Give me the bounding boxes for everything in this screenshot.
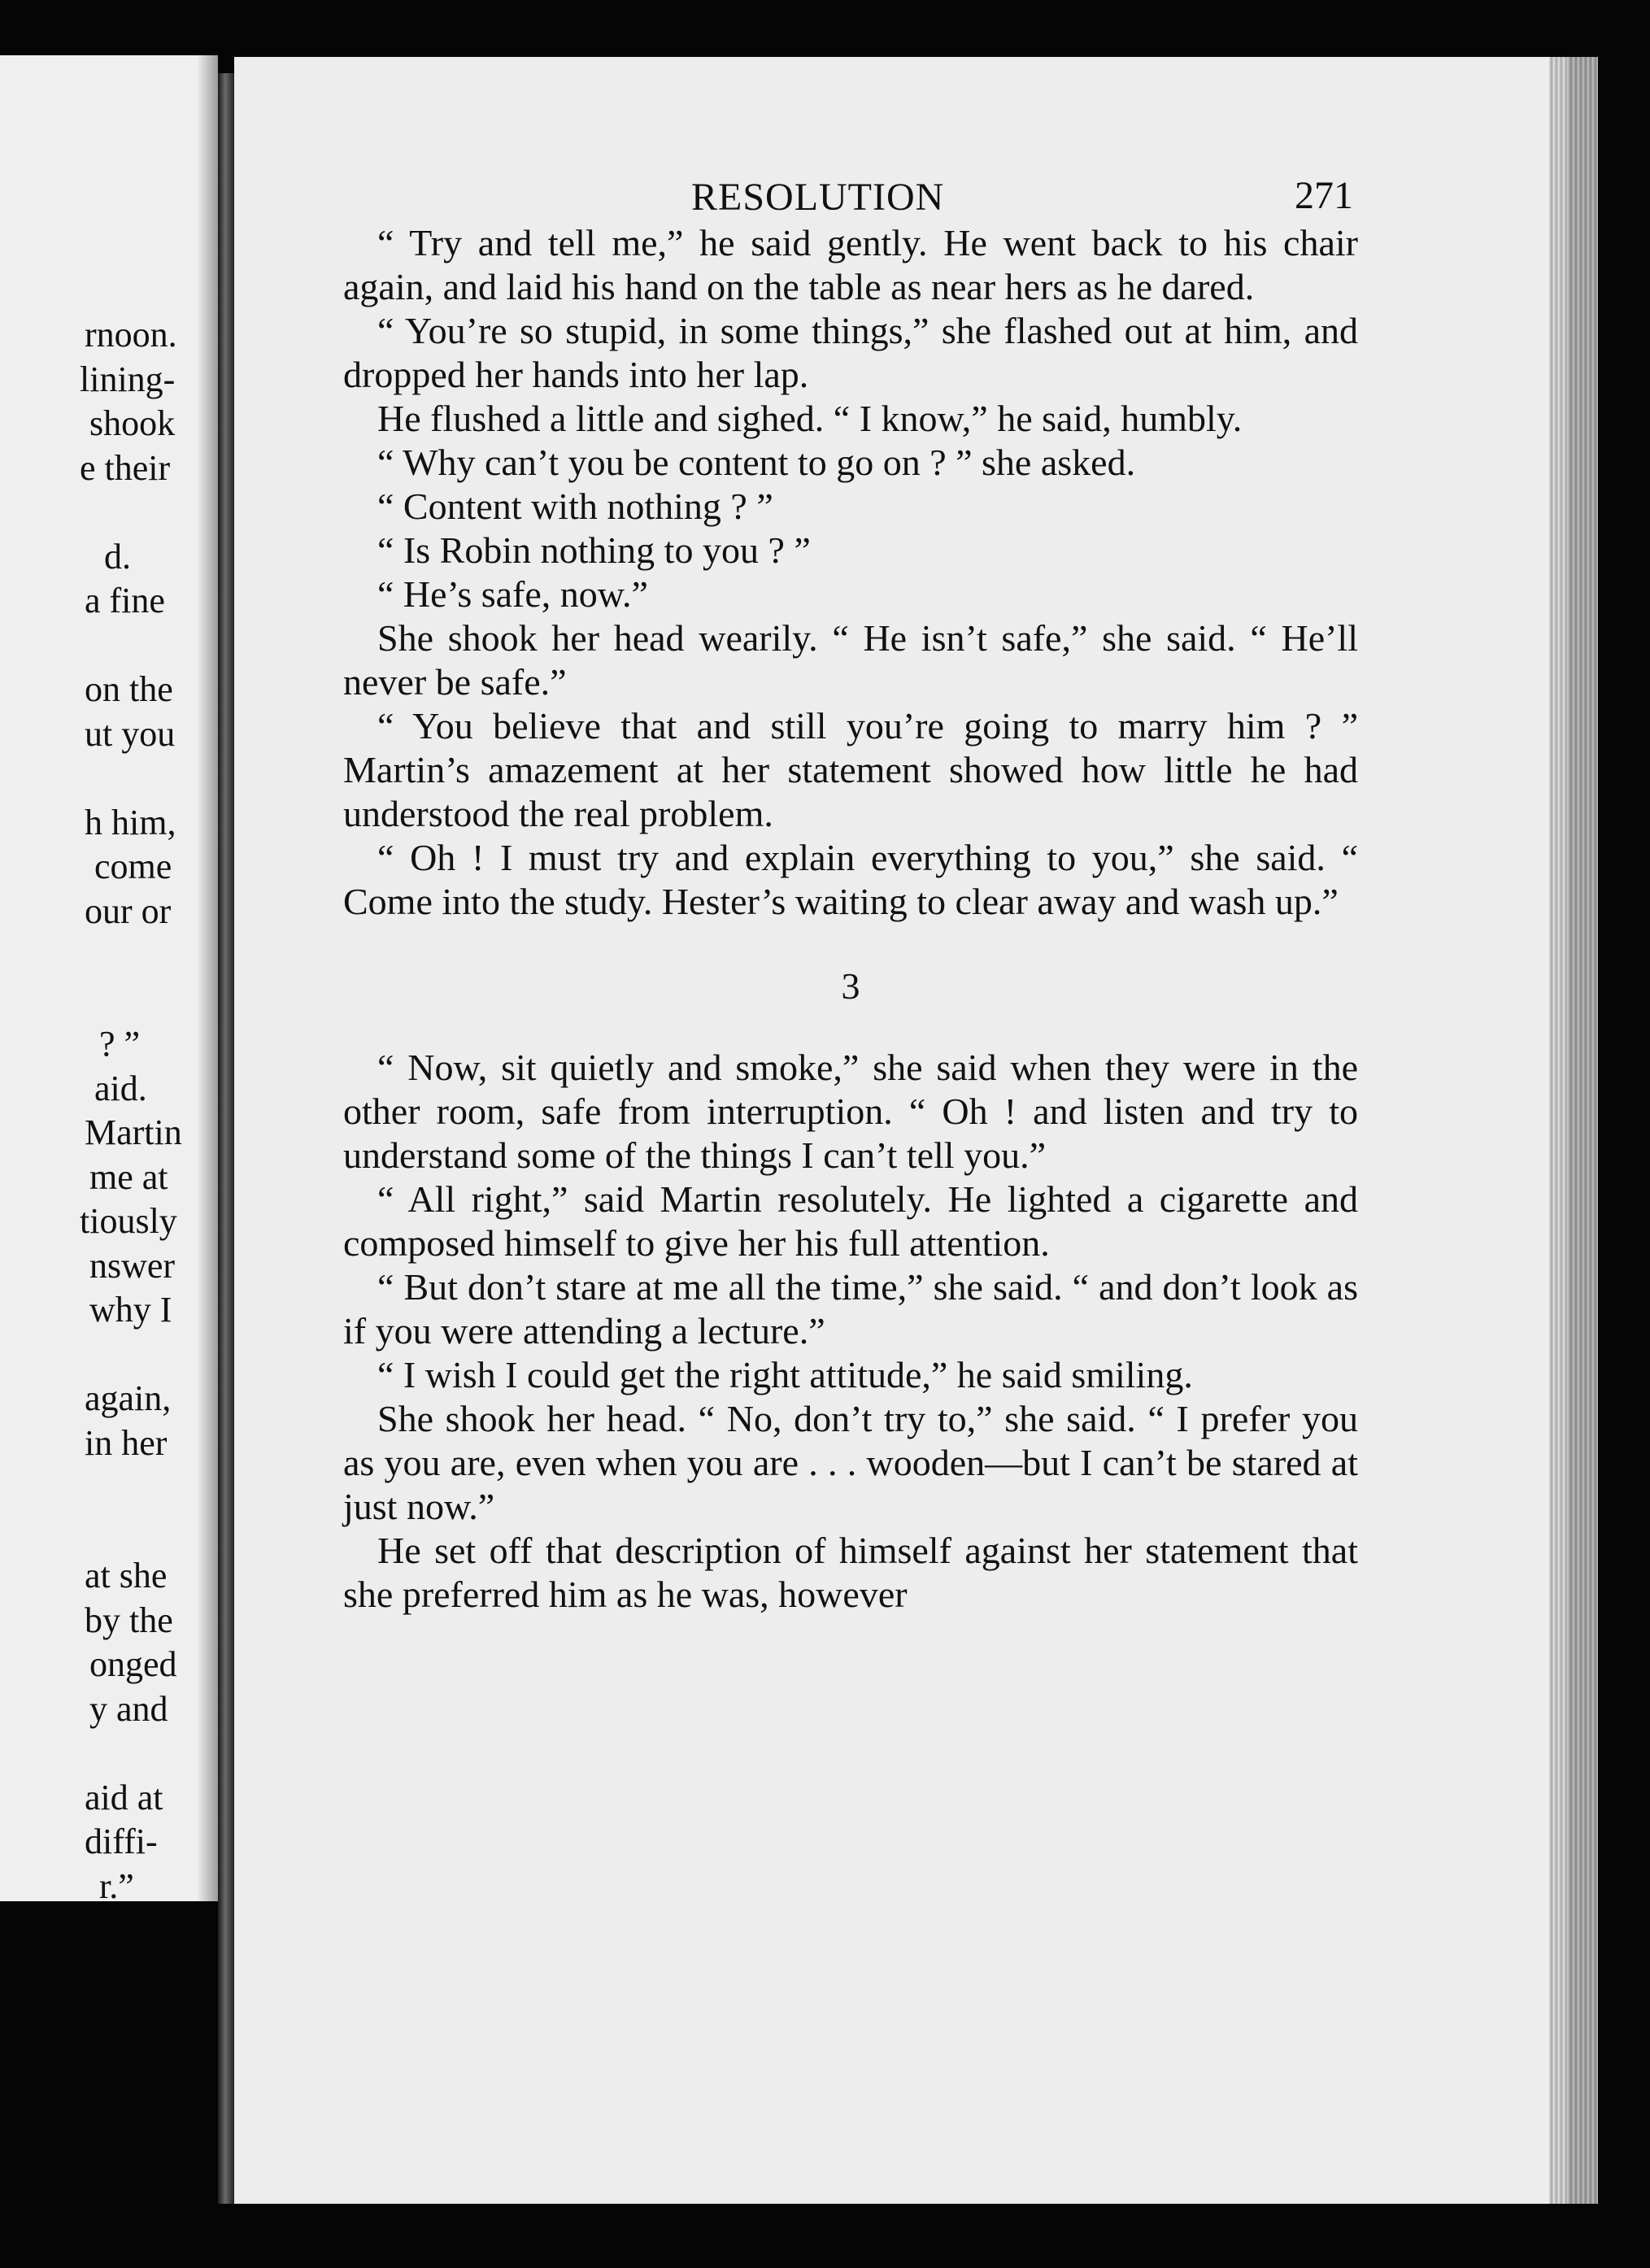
previous-page-line: by the (85, 1600, 173, 1640)
paragraph: “ Is Robin nothing to you ? ” (377, 529, 811, 571)
previous-page-line: lining- (80, 359, 176, 399)
paragraph: He set off that description of himself against her statement that she preferred him as he was, however (343, 1530, 1358, 1615)
paragraph: She shook her head wearily. “ He isn’t safe,” she said. “ He’ll never be safe.” (343, 617, 1358, 703)
previous-page-line: d. (104, 536, 131, 577)
previous-page-line: r.” (99, 1865, 134, 1901)
paragraph: “ You’re so stupid, in some things,” she flashed out at him, and dropped her hands into her lap. (343, 310, 1358, 395)
paragraph: “ Oh ! I must try and explain everything to you,” she said. “ Come into the study. Hester’s waiting to clear away and wash up.” (343, 837, 1358, 922)
previous-page-line: rnoon. (85, 315, 177, 355)
paragraph: “ All right,” said Martin resolutely. He lighted a cigarette and composed himself to give her his full attention. (343, 1178, 1358, 1264)
previous-page-line: ut you (85, 713, 176, 754)
previous-page-line: on the (85, 669, 173, 709)
previous-page-line: Martin (85, 1112, 182, 1152)
previous-page-line: in her (85, 1422, 168, 1463)
paragraph: “ But don’t stare at me all the time,” she said. “ and don’t look as if you were attending a lecture.” (343, 1266, 1358, 1352)
previous-page-line: aid at (85, 1777, 163, 1817)
paragraphs-before-break (343, 221, 1358, 924)
paragraph: “ Now, sit quietly and smoke,” she said when they were in the other room, safe from interruption. “ Oh ! and listen and try to understand some of the things I can’t tell you.” (343, 1047, 1358, 1176)
previous-page-line: h him, (85, 802, 176, 842)
previous-page-line: y and (89, 1688, 168, 1729)
paragraph: “ Content with nothing ? ” (377, 485, 773, 527)
paragraph: “ You believe that and still you’re going to marry him ? ” Martin’s amazement at her statement showed how little he had understood the real problem. (343, 705, 1358, 834)
section-number: 3 (841, 965, 860, 1007)
previous-page-line: again, (85, 1378, 172, 1418)
previous-page-line: aid. (94, 1068, 147, 1108)
previous-page-line: e their (80, 447, 171, 488)
previous-page-line: our or (85, 890, 172, 931)
gutter-shadow (197, 55, 218, 1901)
previous-page-line: me at (89, 1156, 168, 1197)
running-title: RESOLUTION (691, 176, 945, 219)
previous-page (0, 55, 218, 1901)
paragraph: “ Try and tell me,” he said gently. He went back to his chair again, and laid his hand on the table as near hers as he dared. (343, 222, 1358, 307)
paragraph: He flushed a little and sighed. “ I know,” he said, humbly. (377, 398, 1243, 439)
paragraph: She shook her head. “ No, don’t try to,” she said. “ I prefer you as you are, even when you are . . . wooden—but I can’t be stared at just now.” (343, 1398, 1358, 1527)
page-edges (1549, 57, 1598, 2204)
previous-page-line: at she (85, 1556, 168, 1595)
previous-page-line: tiously (80, 1201, 177, 1241)
previous-page-line: why I (89, 1290, 172, 1330)
paragraph: “ I wish I could get the right attitude,” he said smiling. (377, 1354, 1193, 1395)
paragraph: “ Why can’t you be content to go on ? ” she asked. (377, 442, 1136, 483)
previous-page-line: shook (89, 403, 176, 443)
body-text (343, 221, 1358, 1617)
paragraphs-after-break (343, 1046, 1358, 1617)
previous-page-line: come (94, 847, 172, 886)
previous-page-line: a fine (85, 581, 165, 620)
book-spine (218, 73, 234, 2204)
previous-page-line: diffi- (85, 1822, 158, 1861)
previous-page-line: onged (89, 1644, 177, 1684)
paragraph: “ He’s safe, now.” (377, 573, 648, 615)
previous-page-line: ? ” (99, 1024, 141, 1064)
page-number: 271 (1295, 174, 1353, 217)
previous-page-line: nswer (89, 1245, 176, 1286)
